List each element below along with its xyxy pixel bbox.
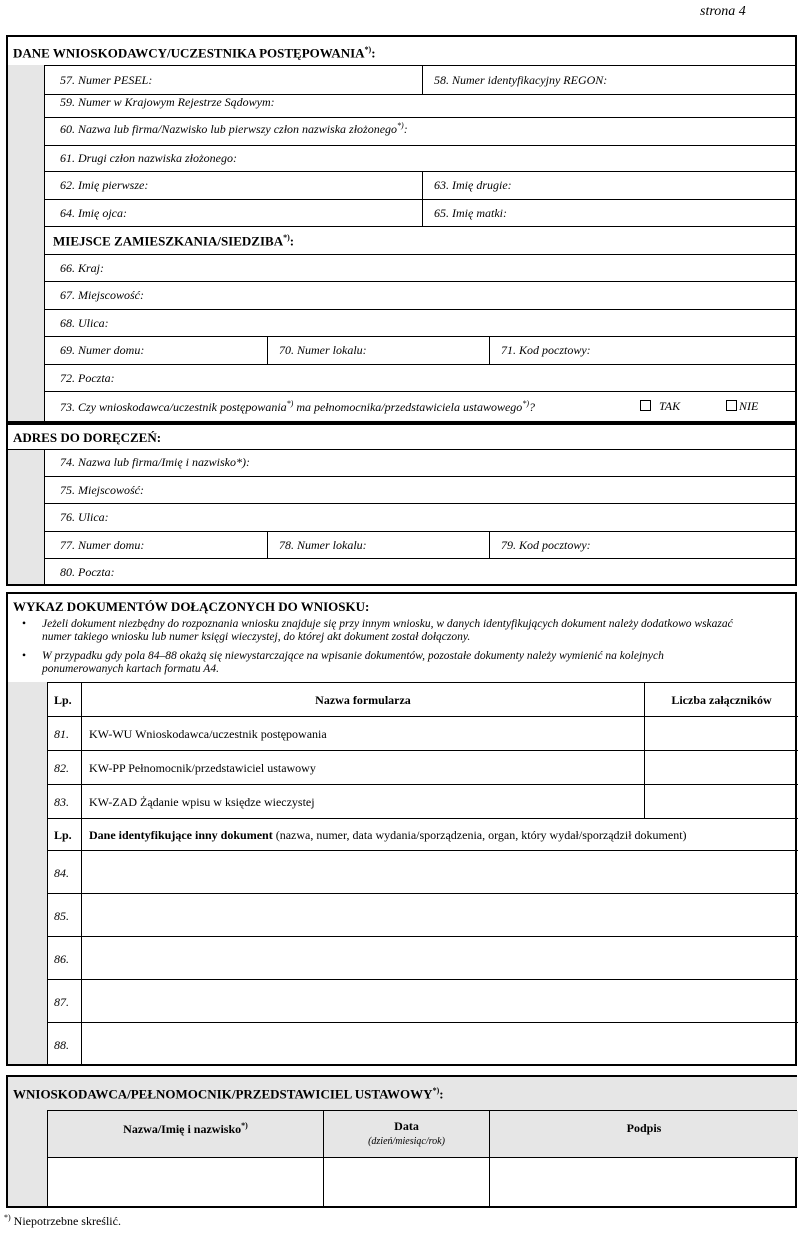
col-date: Data (dzień/miesiąc/rok) [368, 1119, 445, 1147]
other-row-lp: 85. [54, 909, 69, 923]
row-form-name: KW-WU Wnioskodawca/uczestnik postępowania [89, 727, 327, 741]
section-title: WYKAZ DOKUMENTÓW DOŁĄCZONYCH DO WNIOSKU: [13, 599, 370, 614]
post-office-field[interactable]: 72. Poczta: [60, 371, 115, 385]
other-row-lp: 86. [54, 952, 69, 966]
page-number: strona 4 [700, 4, 746, 19]
house-number-field[interactable]: 69. Numer domu: [60, 343, 145, 357]
name-input[interactable] [48, 1158, 323, 1207]
col-lp: Lp. [54, 693, 72, 707]
street-field[interactable]: 68. Ulica: [60, 316, 109, 330]
col-form-name: Nazwa formularza [315, 693, 411, 707]
second-name-field[interactable]: 63. Imię drugie: [434, 178, 512, 192]
signature-input[interactable] [490, 1158, 798, 1207]
delivery-flat-number-field[interactable]: 78. Numer lokalu: [279, 538, 367, 552]
checkbox-icon [726, 400, 737, 411]
flat-number-field[interactable]: 70. Numer lokalu: [279, 343, 367, 357]
checkbox-tak[interactable]: TAK [640, 399, 680, 414]
delivery-address-section [6, 423, 797, 586]
residence-title: MIEJSCE ZAMIESZKANIA/SIEDZIBA*): [53, 233, 295, 249]
applicant-section [6, 35, 797, 423]
pesel-field[interactable]: 57. Numer PESEL: [60, 73, 153, 87]
row-lp: 82. [54, 761, 69, 775]
other-row-lp: 84. [54, 866, 69, 880]
row-form-name: KW-PP Pełnomocnik/przedstawiciel ustawowy [89, 761, 316, 775]
documents-section [6, 592, 797, 1066]
col-other-document: Dane identyfikujące inny dokument (nazwa, numer, data wydania/sporządzenia, organ, który wydał/sporządził dokument) [89, 828, 687, 842]
date-input[interactable] [324, 1158, 489, 1207]
mother-name-field[interactable]: 65. Imię matki: [434, 206, 507, 220]
section-title: WNIOSKODAWCA/PEŁNOMOCNIK/PRZEDSTAWICIEL USTAWOWY*): [13, 1086, 444, 1102]
gutter [8, 1110, 47, 1206]
signatory-section [6, 1075, 797, 1208]
footnote: *) Niepotrzebne skreślić. [4, 1213, 121, 1228]
delivery-post-office-field[interactable]: 80. Poczta: [60, 565, 115, 579]
delivery-city-field[interactable]: 75. Miejscowość: [60, 483, 144, 497]
country-field[interactable]: 66. Kraj: [60, 261, 105, 275]
gutter [8, 65, 45, 421]
second-surname-field[interactable]: 61. Drugi człon nazwiska złożonego: [60, 151, 237, 165]
row-form-name: KW-ZAD Żądanie wpisu w księdze wieczystej [89, 795, 315, 809]
first-name-field[interactable]: 62. Imię pierwsze: [60, 178, 149, 192]
col-attachments: Liczba załączników [671, 693, 772, 707]
gutter [8, 682, 47, 1064]
postal-code-field[interactable]: 71. Kod pocztowy: [501, 343, 591, 357]
delivery-street-field[interactable]: 76. Ulica: [60, 510, 109, 524]
row-lp: 81. [54, 727, 69, 741]
bullet-icon: • [22, 650, 27, 662]
section-title: ADRES DO DORĘCZEŃ: [13, 430, 162, 445]
documents-table [47, 682, 797, 1064]
delivery-postal-code-field[interactable]: 79. Kod pocztowy: [501, 538, 591, 552]
city-field[interactable]: 67. Miejscowość: [60, 288, 144, 302]
delivery-house-number-field[interactable]: 77. Numer domu: [60, 538, 145, 552]
representative-question: 73. Czy wnioskodawca/uczestnik postępowania*) ma pełnomocnika/przedstawiciela ustawowego*)? [60, 399, 535, 414]
other-row-lp: 87. [54, 995, 69, 1009]
row-lp: 83. [54, 795, 69, 809]
bullet-icon: • [22, 618, 27, 630]
checkbox-icon [640, 400, 651, 411]
col-lp-2: Lp. [54, 828, 72, 842]
col-name: Nazwa/Imię i nazwisko*) [123, 1121, 248, 1136]
father-name-field[interactable]: 64. Imię ojca: [60, 206, 127, 220]
section-title: DANE WNIOSKODAWCY/UCZESTNIKA POSTĘPOWANIA*): [13, 45, 376, 61]
surname-field[interactable]: 60. Nazwa lub firma/Nazwisko lub pierwszy człon nazwiska złożonego*): [60, 121, 408, 136]
checkbox-nie[interactable]: NIE [726, 399, 758, 414]
other-row-lp: 88. [54, 1038, 69, 1052]
instructions: • Jeżeli dokument niezbędny do rozpoznania wniosku znajduje się przy innym wniosku, w danych identyfikujących dokument należy dodatkowo wskazać numer takiego wniosku lub numer księgi wieczystej, do której akt dokument został dołączony. • W przypadku gdy pola 84–88 okażą się niewystarczające na wpisanie dokumentów, pozostałe dokumenty należy wymienić na kolejnych ponumerowanych kartach formatu A4. [22, 618, 733, 675]
col-signature: Podpis [626, 1121, 662, 1135]
gutter [8, 449, 45, 584]
regon-field[interactable]: 58. Numer identyfikacyjny REGON: [434, 73, 608, 87]
krs-field[interactable]: 59. Numer w Krajowym Rejestrze Sądowym: [60, 95, 275, 109]
signatory-table [47, 1110, 797, 1206]
delivery-name-field[interactable]: 74. Nazwa lub firma/Imię i nazwisko*): [60, 455, 251, 469]
